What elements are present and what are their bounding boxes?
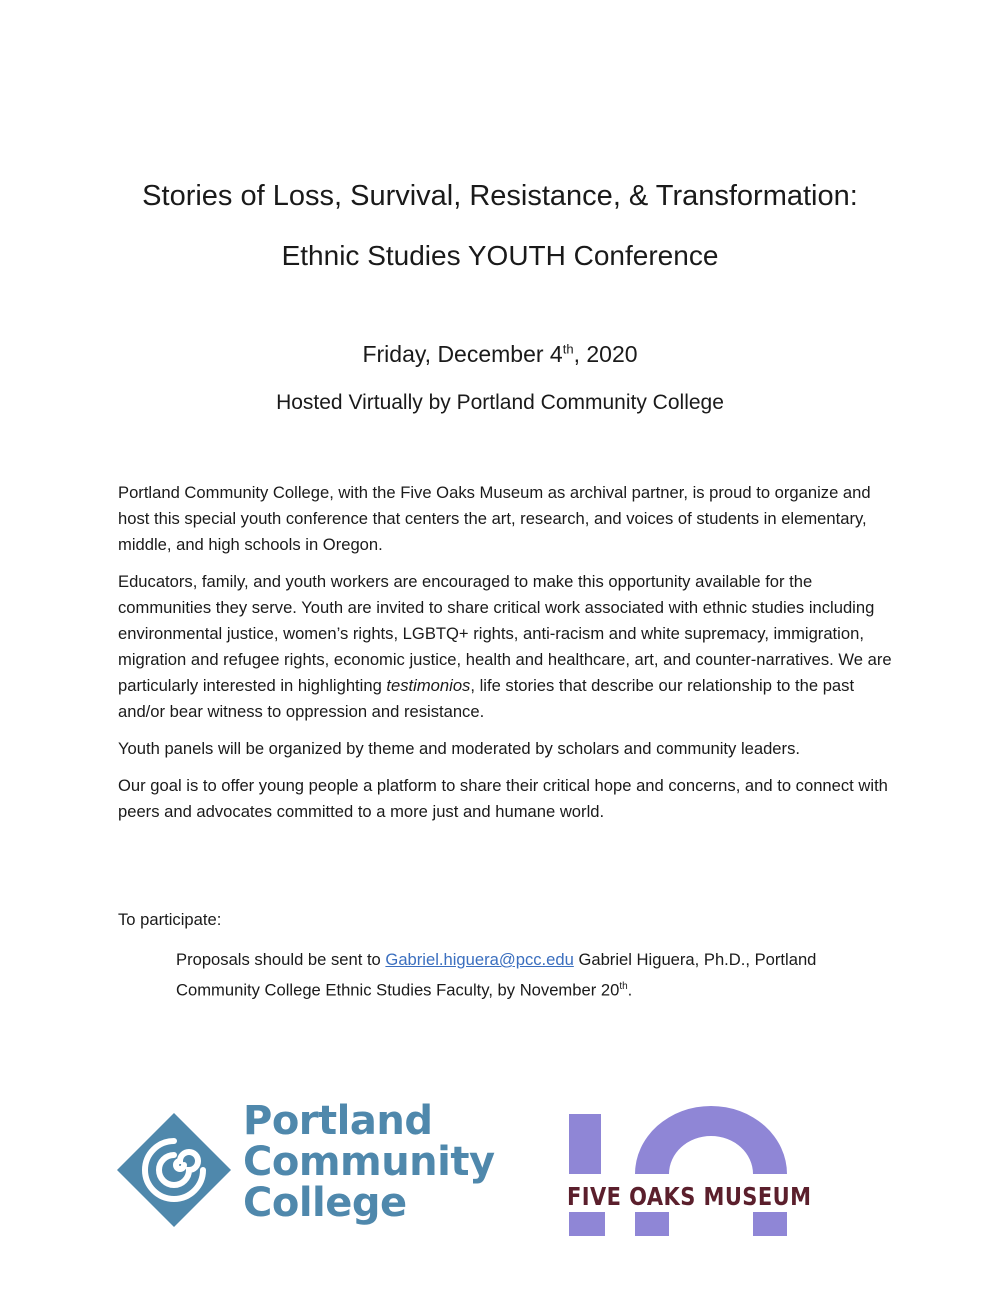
paragraph-intro: Portland Community College, with the Five Oaks Museum as archival partner, is proud to organize and host this special youth conference that centers the art, research, and voices of students in elementary, middle, and high schools in Oregon. — [118, 483, 871, 554]
paragraph-panels: Youth panels will be organized by theme and moderated by scholars and community leaders. — [118, 739, 800, 758]
five-oaks-wordmark: FIVE OAKS MUSEUM — [567, 1182, 812, 1211]
invitation-text: Educators, family, and youth workers are encouraged to make this opportunity available for the communities they serve. Youth are invited to share critical work associated with ethnic studies including environmental justice, women’s rights, LGBTQ+ rights, anti-racism and white supremacy, immigration, migration and refugee rights, economic justice, health and healthcare, art, and counter-narratives. We are particularly interested in highlighting — [118, 572, 892, 695]
five-oaks-arch-icon — [565, 1102, 805, 1242]
date-suffix: , 2020 — [573, 341, 638, 367]
paragraph-invitation — [118, 569, 898, 725]
body-text — [118, 480, 898, 836]
deadline-ordinal: th — [619, 981, 628, 992]
email-link[interactable]: Gabriel.higuera@pcc.edu — [385, 950, 574, 969]
five-oaks-logo — [565, 1102, 812, 1242]
paragraph-goal: Our goal is to offer young people a platform to share their critical hope and concerns, and to connect with peers and advocates committed to a more just and humane world. — [118, 776, 888, 821]
pcc-wordmark — [243, 1098, 495, 1226]
pcc-line-1: Portland — [243, 1098, 433, 1144]
date-prefix: Friday, December 4 — [362, 341, 563, 367]
pcc-logo — [115, 1098, 515, 1235]
invitation-italic: testimonios — [386, 676, 471, 695]
participate-heading: To participate: — [118, 910, 222, 929]
host-line: Hosted Virtually by Portland Community College — [276, 391, 724, 414]
date-ordinal: th — [562, 341, 574, 357]
page-title: Stories of Loss, Survival, Resistance, & Transformation: — [142, 180, 858, 212]
invitation-text-end: , life stories that describe our relationship to the past and/or bear witness to oppression and resistance. — [118, 676, 855, 721]
pcc-spiral-icon — [115, 1111, 233, 1229]
page-subtitle: Ethnic Studies YOUTH Conference — [281, 240, 719, 271]
pcc-line-3: College — [243, 1180, 407, 1226]
proposal-text-cont: Gabriel Higuera, Ph.D., Portland Community College Ethnic Studies Faculty, by November 20 — [176, 950, 817, 1000]
proposal-text: Proposals should be sent to — [176, 950, 386, 969]
pcc-line-2: Community — [243, 1139, 495, 1185]
proposal-instructions — [176, 946, 896, 1004]
event-date — [0, 341, 1000, 368]
proposal-end: . — [627, 980, 633, 1000]
